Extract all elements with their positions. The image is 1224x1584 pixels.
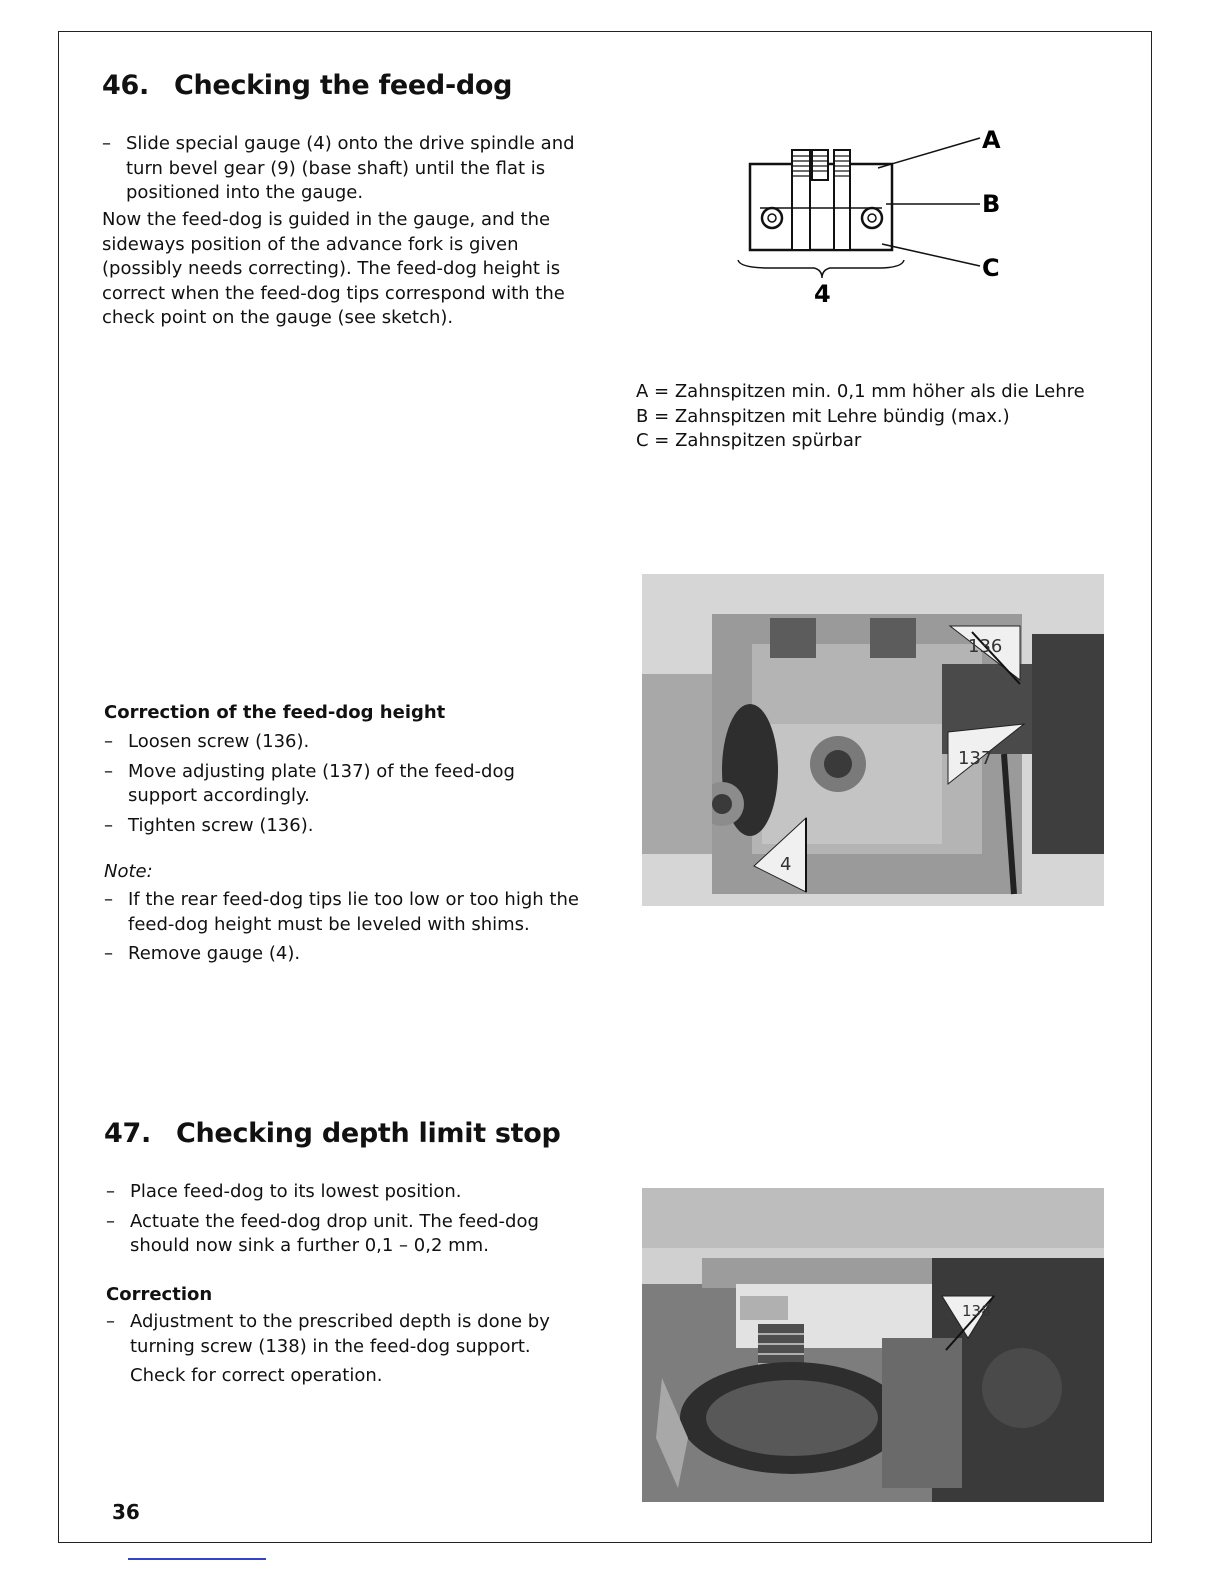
label-c: C [982,254,1000,282]
list-item: – Tighten screw (136). [104,814,574,839]
list-item: – If the rear feed-dog tips lie too low or too high the feed-dog height must be leveled with shims. [104,888,584,937]
list-item: – Slide special gauge (4) onto the drive spindle and turn bevel gear (9) (base shaft) until the flat is positioned into the gauge. [102,132,582,206]
list-item: – Remove gauge (4). [104,942,584,967]
photo-depth-limit-stop [642,1188,1104,1502]
label-b: B [982,190,1001,218]
legend-item-c: C = Zahnspitzen spürbar [636,430,862,451]
label-part-4: 4 [814,280,831,308]
correction-depth-followup: Check for correct operation. [130,1365,383,1386]
section-46-steps [102,132,582,211]
legend-item-a: A = Zahnspitzen min. 0,1 mm höher als die Lehre [636,381,1085,402]
footer-link-underline[interactable] [128,1558,266,1560]
section-47-number: 47. [104,1118,151,1149]
feed-dog-left [792,150,810,250]
photo-label-137: 137 [958,748,993,769]
correction-depth-steps [106,1310,576,1364]
section-47-heading [104,1118,561,1149]
section-46-number: 46. [102,70,149,101]
list-item: – Actuate the feed-dog drop unit. The feed-dog should now sink a further 0,1 – 0,2 mm. [106,1210,576,1259]
screw-left-center [768,214,776,222]
note-label: Note: [104,861,153,882]
note-steps [104,888,584,972]
page-number: 36 [112,1500,140,1524]
gauge-diagram [730,120,1040,310]
photo-label-136: 136 [968,636,1003,657]
legend-item-b: B = Zahnspitzen mit Lehre bündig (max.) [636,405,1010,427]
screw-right-center [868,214,876,222]
correction-depth-heading: Correction [106,1284,213,1305]
correction-height-steps [104,730,574,843]
photo-label-4: 4 [780,854,792,875]
feed-dog-right [834,150,850,250]
list-item: – Adjustment to the prescribed depth is done by turning screw (138) in the feed-dog support. [106,1310,576,1359]
photo-illustration [642,1188,1104,1502]
section-46-paragraph: Now the feed-dog is guided in the gauge, and the sideways position of the advance fork is given (possibly needs correcting). The feed-dog height is correct when the feed-dog tips correspond with the check point on the gauge (see sketch). [102,209,565,328]
leader-c [882,244,980,266]
section-46-title: Checking the feed-dog [174,70,513,101]
section-47-title: Checking depth limit stop [176,1118,561,1149]
leader-a [878,138,980,168]
photo-illustration [642,574,1104,906]
label-a: A [982,126,1001,154]
photo-feed-dog-gauge [642,574,1104,906]
list-item: – Place feed-dog to its lowest position. [106,1180,576,1205]
list-item: – Move adjusting plate (137) of the feed-dog support accordingly. [104,760,574,809]
list-item: – Loosen screw (136). [104,730,574,755]
part-brace [738,260,904,278]
photo-label-138: 138 [962,1302,991,1320]
feed-dog-mid [812,150,828,180]
correction-height-heading: Correction of the feed-dog height [104,702,446,723]
section-46-heading [102,70,512,101]
diagram-legend [636,380,1085,454]
section-47-steps [106,1180,576,1264]
